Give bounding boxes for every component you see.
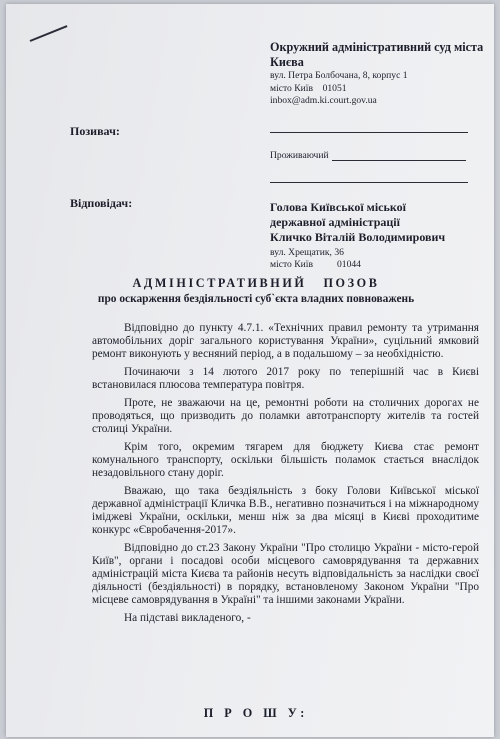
body-paragraph: Вважаю, що така бездіяльність з боку Голови Київської міської державної адміністрації Кличка В.В., негативно позначиться і на міжнародному іміджеві України, оскільки, менш ніж за два місяці в Києві проходитиме конкурс «Євробачення-2017».	[92, 485, 479, 536]
court-city: місто Київ 01051	[270, 82, 347, 94]
body-paragraph: Відповідно до ст.23 Закону України "Про столицю України - місто-герой Київ", органи і посадові особи місцевого самоврядування та державних адміністрацій міста Києва та районів несуть відповідальність за наслідки своєї діяльності (бездіяльності) в порядку, встановленому Законом України "Про місцеве самоврядування в Україні" та іншими законами України.	[92, 542, 479, 606]
plaintiff-address-line-2	[270, 182, 468, 183]
respondent-address: вул. Хрещатик, 36	[270, 247, 344, 258]
court-address: вул. Петра Болбочана, 8, корпус 1	[270, 70, 408, 81]
body-paragraph: Проте, не зважаючи на це, ремонтні роботи на столичних дорогах не проводяться, що призводить до поламки автотранспорту жителів та гостей столиці України.	[92, 397, 479, 435]
body-paragraph: Відповідно до пункту 4.7.1. «Технічних правил ремонту та утримання автомобільних доріг загального користування України», суцільний ямковий ремонт виконують у весняний період, а в подальшому – за необхідністю.	[92, 322, 479, 360]
plaintiff-label: Позивач:	[70, 124, 120, 138]
plaintiff-address-line	[332, 160, 466, 161]
body-paragraph: Крім того, окремим тягарем для бюджету Києва стає ремонт комунального транспорту, оскільки більшість поламок стається внаслідок незадовільного стану доріг.	[92, 441, 479, 479]
court-name: Окружний адміністративний суд міста Києва	[270, 40, 484, 69]
request-heading: П Р О Ш У:	[203, 706, 309, 720]
document-page	[6, 4, 494, 737]
court-header	[270, 40, 485, 108]
respondent-block	[270, 200, 490, 271]
body-paragraph: Починаючи з 14 лютого 2017 року по теперішній час в Києві встановилася плюсова температура повітря.	[92, 366, 479, 391]
respondent-label: Відповідач:	[70, 196, 133, 210]
respondent-city: місто Київ 01044	[270, 259, 361, 270]
document-subtitle: про оскарження бездіяльності суб`єкта владних повноважень	[97, 293, 415, 305]
respondent-name-line1: Голова Київської міської	[270, 200, 406, 214]
document-body	[92, 322, 479, 630]
body-paragraph: На підставі викладеного, -	[124, 612, 251, 624]
plaintiff-name-line	[270, 132, 468, 133]
court-email: inbox@adm.ki.court.gov.ua	[270, 95, 377, 106]
respondent-name-line2: державної адміністрації	[270, 215, 400, 229]
pen-mark	[30, 25, 68, 42]
document-title: АДМІНІСТРАТИВНИЙ ПОЗОВ	[132, 276, 380, 290]
plaintiff-residing-label: Проживаючий	[270, 150, 329, 161]
respondent-name-line3: Кличко Віталій Володимирович	[270, 230, 446, 244]
